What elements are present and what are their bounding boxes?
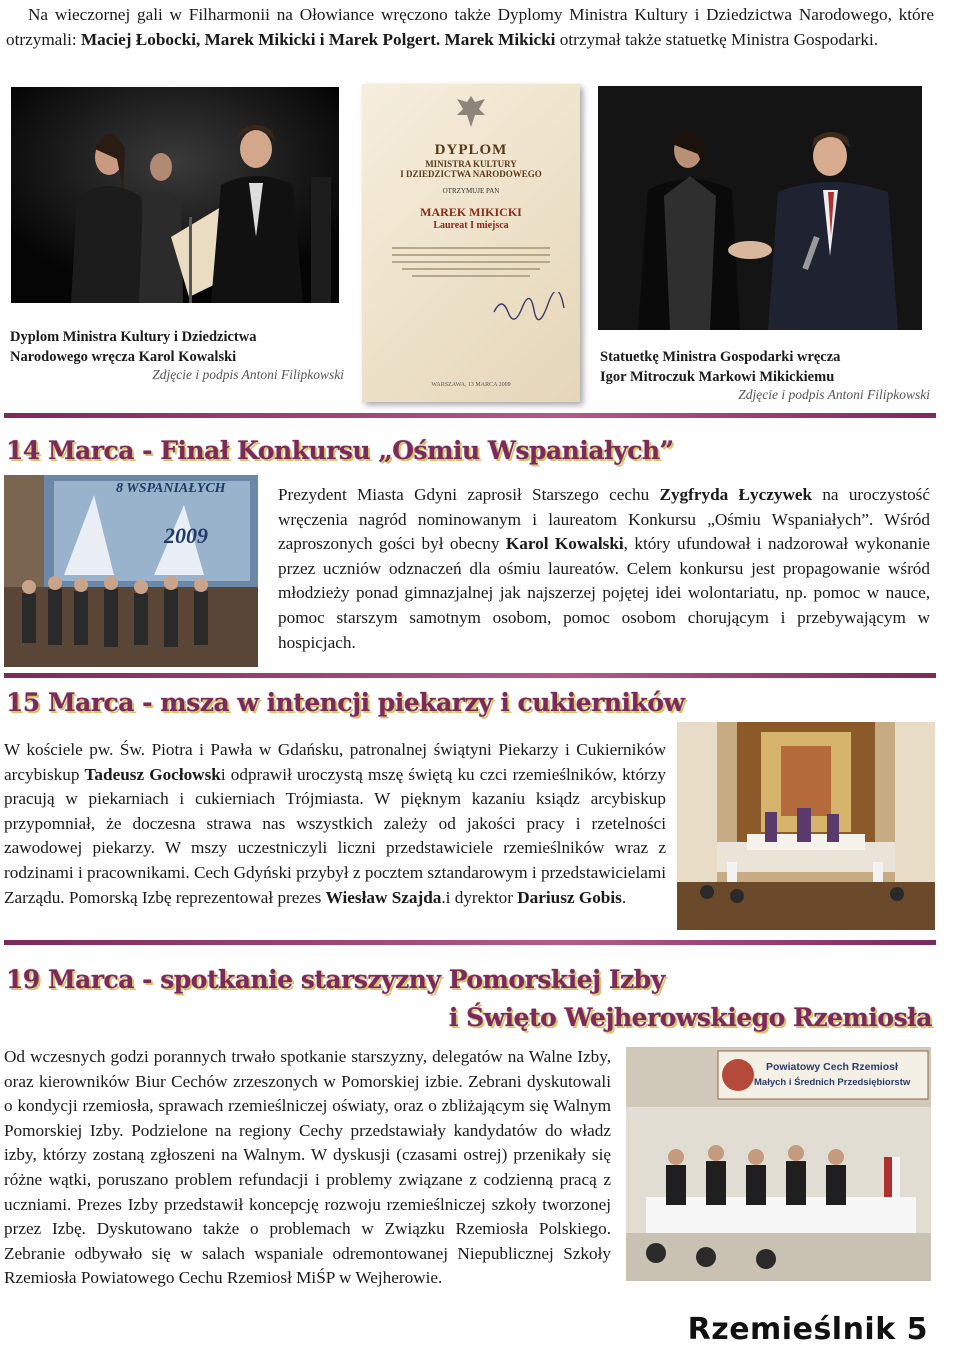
section15-text xyxy=(4,738,666,910)
heading-19-marca-line-2: i Święto Wejherowskiego Rzemiosła xyxy=(448,1003,932,1032)
heading-14-marca: 14 Marca - Finał Konkursu „Ośmiu Wspaniałych” xyxy=(6,436,674,465)
caption-right-line-1: Statuetkę Ministra Gospodarki wręcza xyxy=(600,349,841,365)
section15-gobis: Dariusz Gobis xyxy=(517,887,622,907)
photo-diploma-handover xyxy=(11,87,339,303)
photo-diploma-document xyxy=(362,84,580,402)
contest-banner-year: 2009 xyxy=(164,523,208,548)
diploma-date: WARSZAWA, 13 MARCA 2009 xyxy=(431,382,511,388)
section14-text-3: , który ufundował i nadzorował wykonanie przez uczniów odznaczeń dla ośmiu laureatów. Celem konkursu jest propagowanie wśród młodzieży ponad gimnazjalnej jak najszerzej pojętej idei wolontariatu, np. pomoc w nauce, pomoc starszym samotnym osobom, pomoc osobom chorującym i przebywającym w hospicjach. xyxy=(278,534,930,652)
section14-lyczywek: Zygfryda Łyczywek xyxy=(659,485,813,504)
footer-page-label: Rzemieślnik 5 xyxy=(687,1312,928,1347)
section-rule-19 xyxy=(4,940,936,945)
section14-text-1: Prezydent Miasta Gdyni zaprosił Starszego cechu xyxy=(278,485,660,504)
caption-right-line-2: Igor Mitroczuk Markowi Mikickiemu xyxy=(600,369,835,385)
signature-icon xyxy=(490,292,570,322)
section14-kowalski: Karol Kowalski xyxy=(505,534,624,554)
eagle-emblem-icon xyxy=(451,92,491,132)
diploma-fine-print xyxy=(392,242,550,282)
section15-szajda: Wiesław Szajda xyxy=(325,887,442,907)
heading-19-marca-line-1: 19 Marca - spotkanie starszyzny Pomorskiej Izby xyxy=(6,965,665,994)
section15-text-1: W kościele pw. Św. Piotra i Pawła w Gdańsku, patronalnej świątyni Piekarzy i Cukierników arcybiskup xyxy=(4,740,666,784)
intro-text-3: otrzymał także statuetkę Ministra Gospodarki. xyxy=(555,29,879,49)
photo-contest-finale xyxy=(4,475,258,667)
section14-text-2: na uroczystość wręczenia nagród nominowanym i laureatom Konkursu „Ośmiu Wspaniałych”. Wśród zaproszonych gości był obecny xyxy=(278,485,930,554)
diploma-sub-1: MINISTRA KULTURY xyxy=(425,159,517,169)
council-banner-line-1: Powiatowy Cech Rzemiosł xyxy=(766,1061,898,1073)
intro-laureates: Maciej Łobocki, Marek Mikicki i Marek Polgert. xyxy=(80,29,441,49)
section15-text-3: .i dyrektor xyxy=(441,887,518,907)
section15-text-2: i odprawił uroczystą mszę świętą ku czci rzemieślników, którzy pracują w piekarniach i cukierniach Trójmiasta. W pięknym kazaniu ksiądz arcybiskup przypomniał, że doczesna strawa nas wszystkich zależy od jakości pracy i rzetelności zawodowej piekarzy. W mszy uczestniczyli liczni przedstawiciele rzemieślników wraz z rodzinami i pracownikami. Cech Gdyński przybył z pocztem sztandarowym i przedstawicielami Zarządu. Pomorską Izbę reprezentował prezes xyxy=(4,764,666,907)
caption-left xyxy=(10,327,350,383)
caption-left-line-2: Narodowego wręcza Karol Kowalski xyxy=(10,349,237,365)
diploma-sub-2: I DZIEDZICTWA NARODOWEGO xyxy=(400,169,542,179)
caption-right-credit: Zdjęcie i podpis Antoni Filipkowski xyxy=(738,387,930,402)
section19-text: Od wczesnych godzi porannych trwało spotkanie starszyzny, delegatów na Walne Izby, oraz kierowników Biur Cechów zrzeszonych w Pomorskiej izbie. Zebrani dyskutowali o kondycji rzemiosła, sprawach rzemieślniczej oświaty, oraz o zbliżającym się Walnym Pomorskiej Izby. Podzielone na regiony Cechy przedstawiały kandydatów do władz izby, którzy zostaną zgłoszeni na Walnym. W dyskusji (czasami ostrej) przenikały się różne wątki, poruszano problem refundacji i problemy związane z codzienną pracą z uczniami. Prezes Izby przedstawił koncepcję rozwoju rzemieślniczej szkoły tworzonej przez Izbę. Dyskutowano także o problemach w Związku Rzemiosła Polskiego. Zebranie odbywało się w salach wspaniale odremontowanej Niepublicznej Szkoły Rzemiosła Powiatowego Cechu Rzemiosł MiŚP w Wejherowie. xyxy=(4,1047,611,1288)
section14-text xyxy=(278,483,930,655)
caption-right xyxy=(600,347,934,403)
section15-goclowski: Tadeusz Gocłowsk xyxy=(84,764,221,784)
section-rule-14 xyxy=(4,413,936,418)
photo-church-mass xyxy=(677,722,935,930)
section-rule-15 xyxy=(4,673,936,678)
diploma-title: DYPLOM xyxy=(434,142,508,158)
diploma-award: Laureat I miejsca xyxy=(433,220,509,231)
caption-left-credit: Zdjęcie i podpis Antoni Filipkowski xyxy=(152,367,344,382)
diploma-name: MAREK MIKICKI xyxy=(420,205,522,219)
intro-mikicki: Marek Mikicki xyxy=(444,29,556,49)
intro-paragraph xyxy=(6,3,934,52)
intro-text-1: Na wieczornej gali w Filharmonii na Ołowiance wręczono także Dyplomy Ministra Kultury i Dziedzictwa Narodowego, które otrzymali: xyxy=(6,5,934,49)
heading-15-marca: 15 Marca - msza w intencji piekarzy i cukierników xyxy=(6,688,685,717)
diploma-receives: OTRZYMUJE PAN xyxy=(442,187,500,195)
council-banner-line-2: Małych i Średnich Przedsiębiorstw xyxy=(754,1077,911,1088)
caption-left-line-1: Dyplom Ministra Kultury i Dziedzictwa xyxy=(10,329,257,345)
section15-text-4: . xyxy=(621,887,627,907)
photo-statuette-handover xyxy=(598,86,922,330)
contest-banner-text: 8 WSPANIAŁYCH xyxy=(116,481,226,496)
